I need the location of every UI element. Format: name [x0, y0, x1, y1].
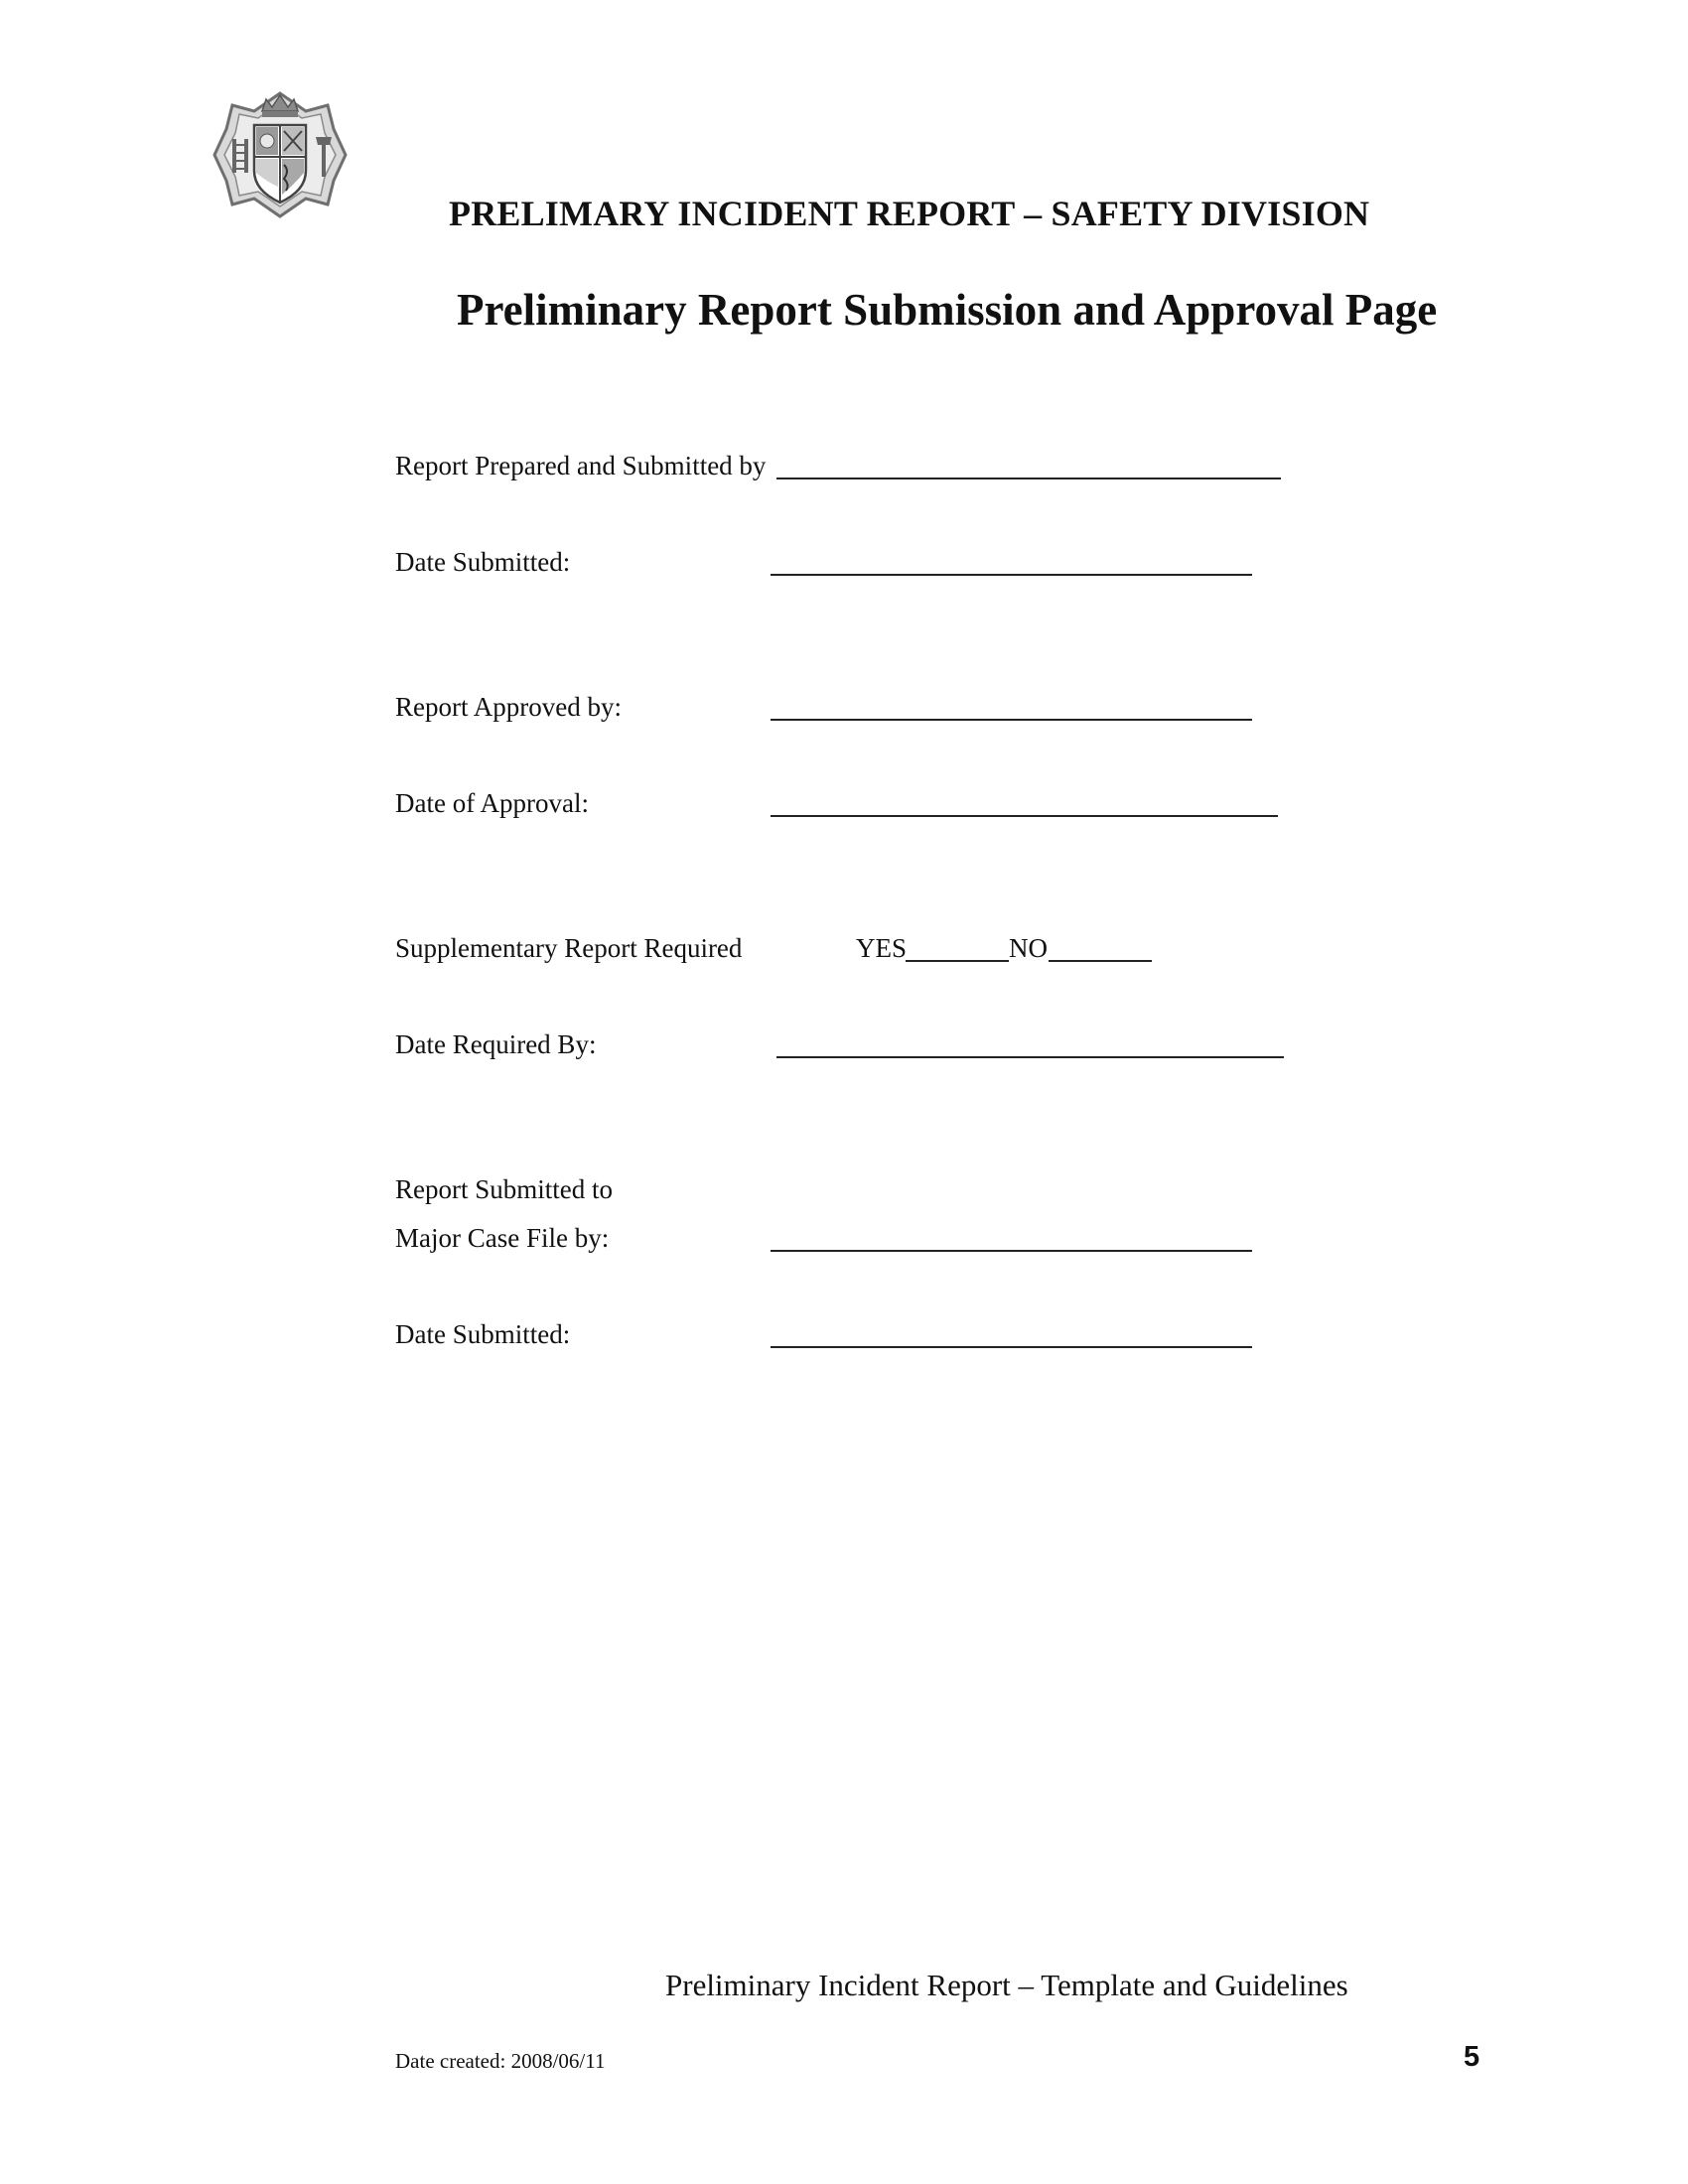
date-submitted-2-label: Date Submitted:	[395, 1319, 571, 1349]
page-subheading: Preliminary Report Submission and Approval Page	[457, 285, 1438, 335]
yes-option-field[interactable]	[906, 960, 1009, 962]
date-required-field[interactable]	[776, 1056, 1284, 1058]
page-number: 5	[1464, 2041, 1480, 2073]
submitted-to-label-line1: Report Submitted to	[395, 1174, 613, 1204]
date-required-label: Date Required By:	[395, 1029, 597, 1059]
approved-by-field[interactable]	[771, 719, 1252, 721]
date-of-approval-label: Date of Approval:	[395, 788, 589, 818]
date-submitted-label: Date Submitted:	[395, 547, 571, 577]
yes-option-label: YES	[856, 933, 908, 963]
no-option-label: NO	[1009, 933, 1048, 963]
submitted-to-label-line2: Major Case File by:	[395, 1223, 610, 1253]
footer-document-title: Preliminary Incident Report – Template and Guidelines	[665, 1968, 1348, 2002]
prepared-by-field[interactable]	[776, 478, 1281, 479]
page-heading: PRELIMARY INCIDENT REPORT – SAFETY DIVISION	[449, 194, 1370, 233]
approved-by-label: Report Approved by:	[395, 692, 622, 722]
no-option-field[interactable]	[1049, 960, 1152, 962]
date-submitted-2-field[interactable]	[771, 1346, 1252, 1348]
prepared-by-label: Report Prepared and Submitted by	[395, 451, 767, 480]
footer-date-created: Date created: 2008/06/11	[395, 2049, 606, 2073]
date-of-approval-field[interactable]	[771, 815, 1278, 817]
crest-logo	[211, 87, 350, 222]
major-case-file-field[interactable]	[771, 1250, 1252, 1252]
supplementary-report-label: Supplementary Report Required	[395, 933, 743, 963]
fire-department-crest-icon	[211, 87, 350, 222]
date-submitted-field[interactable]	[771, 574, 1252, 576]
